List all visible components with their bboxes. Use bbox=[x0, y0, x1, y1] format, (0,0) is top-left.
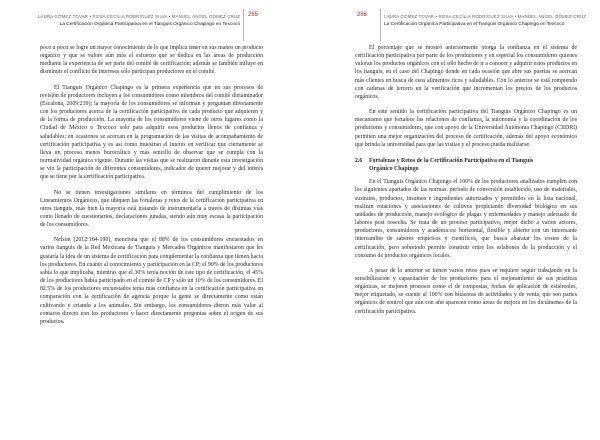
header-title: La Certificación Orgánica Participativa en el Tianguis Orgánico Chapingo en Texcoco bbox=[59, 22, 240, 27]
right-body-text bbox=[355, 44, 577, 316]
header-authors: LAURA GÓMEZ TOVAR • ROSA CECILIA RODRÍGUEZ SILVA • MANUEL ÁNGEL GÓMEZ CRUZ bbox=[384, 14, 587, 19]
header-authors: LAURA GÓMEZ TOVAR • ROSA CECILIA RODRÍGUEZ SILVA • MANUEL ÁNGEL GÓMEZ CRUZ bbox=[37, 14, 240, 19]
right-running-header bbox=[384, 14, 586, 27]
paragraph: En el Tianguis Orgánico Chapingo el 100% de los productores analizados cumplen con los siguientes apartados de las normas: periodo de conversión establecido, uso de materiales, sustratos, productos, insumos e ingredientes autorizados y permitidos en la lista nacional, realizan rotaciones y asociaciones de cultivos propiciando diversidad biológica en sus unidades de producción, manejo ecológico de plagas y enfermedades y manejo adecuado de labores post cosecha. Se trata de un proceso participativo, mejor dicho a varios actores, productores, consumidores y académicos: horizontal, flexible y abierto con un interesante intercambio de saberes empíricos y científicos, que busca abaratar los costos de la certificación, pero sobretodo permite construir entre los eslabones de la producción y el consumo de productos orgánicos locales. bbox=[355, 179, 577, 259]
paragraph: El porcentaje que se mostró anteriormente otorga la confianza en el sistema de certificación participativa por parte de los productores y en especial los consumidores quienes valoran los productos orgánicos con el sólo hecho de ir a conocer y adquirir estos productos en los tianguis, en el caso del Chapingo donde en cada ocasión que abre sus puertas se acercan más clientes en busca de esos alimentos ricos y saludables. Con lo anterior se está rompiendo con cadenas de tercero en la verificación que incrementan los precios de los productos orgánicos. bbox=[355, 45, 577, 100]
right-page bbox=[300, 0, 600, 440]
header-divider bbox=[380, 9, 381, 41]
left-running-header bbox=[38, 14, 240, 27]
section-number: 2.6 bbox=[355, 157, 363, 164]
header-title: La Certificación Orgánica Participativa en el Tianguis Orgánico Chapingo en Texcoco bbox=[384, 22, 565, 27]
page-number: 266 bbox=[357, 12, 368, 18]
section-title-line1: Fortalezas y Retos de la Certificación Participativa en el Tianguis bbox=[369, 157, 534, 164]
paragraph: En este sentido la certificación participativa del Tianguis Orgánico Chapingo es un mecanismo que fortalece las relaciones de confianza, la autonomía y la coordinación de los productores y consumidores, que con apoyo de la Universidad Autónoma Chapingo (CIIDRI) permiten una mejor organización del proceso de certificación, además del apoyo económico que brinda la universidad para que las visitas y el proceso pueda realizarse. bbox=[355, 109, 577, 148]
paragraph: El Tianguis Orgánico Chapingo es la primera experiencia que en sus procesos de revisión de productores incluyen a los consumidores como miembros del comité dictaminador (Escalona, 2009:239); la mayoría de los consumidores se informan y preguntan directamente con los productores acerca de la certificación participativa de cada producto que adquieren y de la forma de producción. La mayoría de los consumidores viene de otros lugares como la Ciudad de México o Texcoco solo para adquirir esos productos llenos de confianza y saludables; en ocasiones se acercan en la programación de las visitas de acompañamiento de certificación participativa y es así como muestran el interés en verificar que ciertamente se lleva un proceso menos burocrático y más sencillo de observar que se cumpla con la normatividad orgánica vigente. Durante las visitas que se realizaron durante esta investigación se vio la participación de diferentes consumidores, indicador de querer mejorar y del interés que se tiene por la certificación participativa. bbox=[40, 84, 263, 181]
left-body-text bbox=[40, 44, 263, 326]
paragraph: A pesar de lo anterior se tienen varios retos pues se requiere seguir trabajando en la sensibilización y capacitación de los productores para el mejoramiento de sus prácticas orgánicas, se mejoren procesos como el de compostas, fechas de aplicación de estiércoles, mejor etiquetado, se cuente al 100% con bitácoras de actividades y de venta, que son partes orgánicos de control que aún con año aparecen como áreas de mejora en los dictámenes de la certificación participativa. bbox=[355, 267, 577, 315]
paragraph: Nelson (2012:164-190), menciona que el 88% de los consumidores encuestados en varios tianguis de la Red Mexicana de Tianguis y Mercados Orgánicos manifestaron que les gustaría la idea de un sistema de certificación para complementar la confianza que tienen hacia los productores. En cuanto al conocimiento y participación en la CP; el 90% de los productores sabía lo que implicaba, mientras que el 30% tenía noción de este tipo de certificación, el 45% de los productores había participado en el comité de CP y sólo un 10% de los consumidores. El 82.5% de los productores encuestados tenía más confianza en la certificación participativa en comparación con la certificación de agencia porque la gente se directamente como están cultivando y criando a los animales. Sin embargo, los consumidores dieron más valor al contacto directo con los productores y hacer directamente preguntas sobre el origen de sus productos. bbox=[40, 237, 263, 325]
section-heading bbox=[355, 157, 577, 173]
header-divider bbox=[243, 9, 244, 41]
paragraph: No se tienen investigaciones similares en términos del cumplimiento de los Lineamientos Orgánicos, que ubiquen las fortalezas y retos de la certificación participativa en otros tianguis, más bien la mayoría está tratando de instrumentarla a través de distintas vías como llenado de cuestionarios, declaraciones juradas, siendo aún muy escasa la participación de los consumidores. bbox=[40, 189, 263, 229]
paragraph: poco a poco se logre un mayor conocimiento de lo que implica tener en sus manos un producto orgánico y que se valore aún más el esfuerzo que se dedica en las áreas de producción mediante la experiencia de ser parte del comité de certificación; además se también influye en disminuir el conflicto de intereses sólo participan productores en el comité. bbox=[40, 45, 263, 76]
page-number: 265 bbox=[248, 12, 259, 18]
section-title-line2: Orgánico Chapingo bbox=[369, 166, 419, 173]
